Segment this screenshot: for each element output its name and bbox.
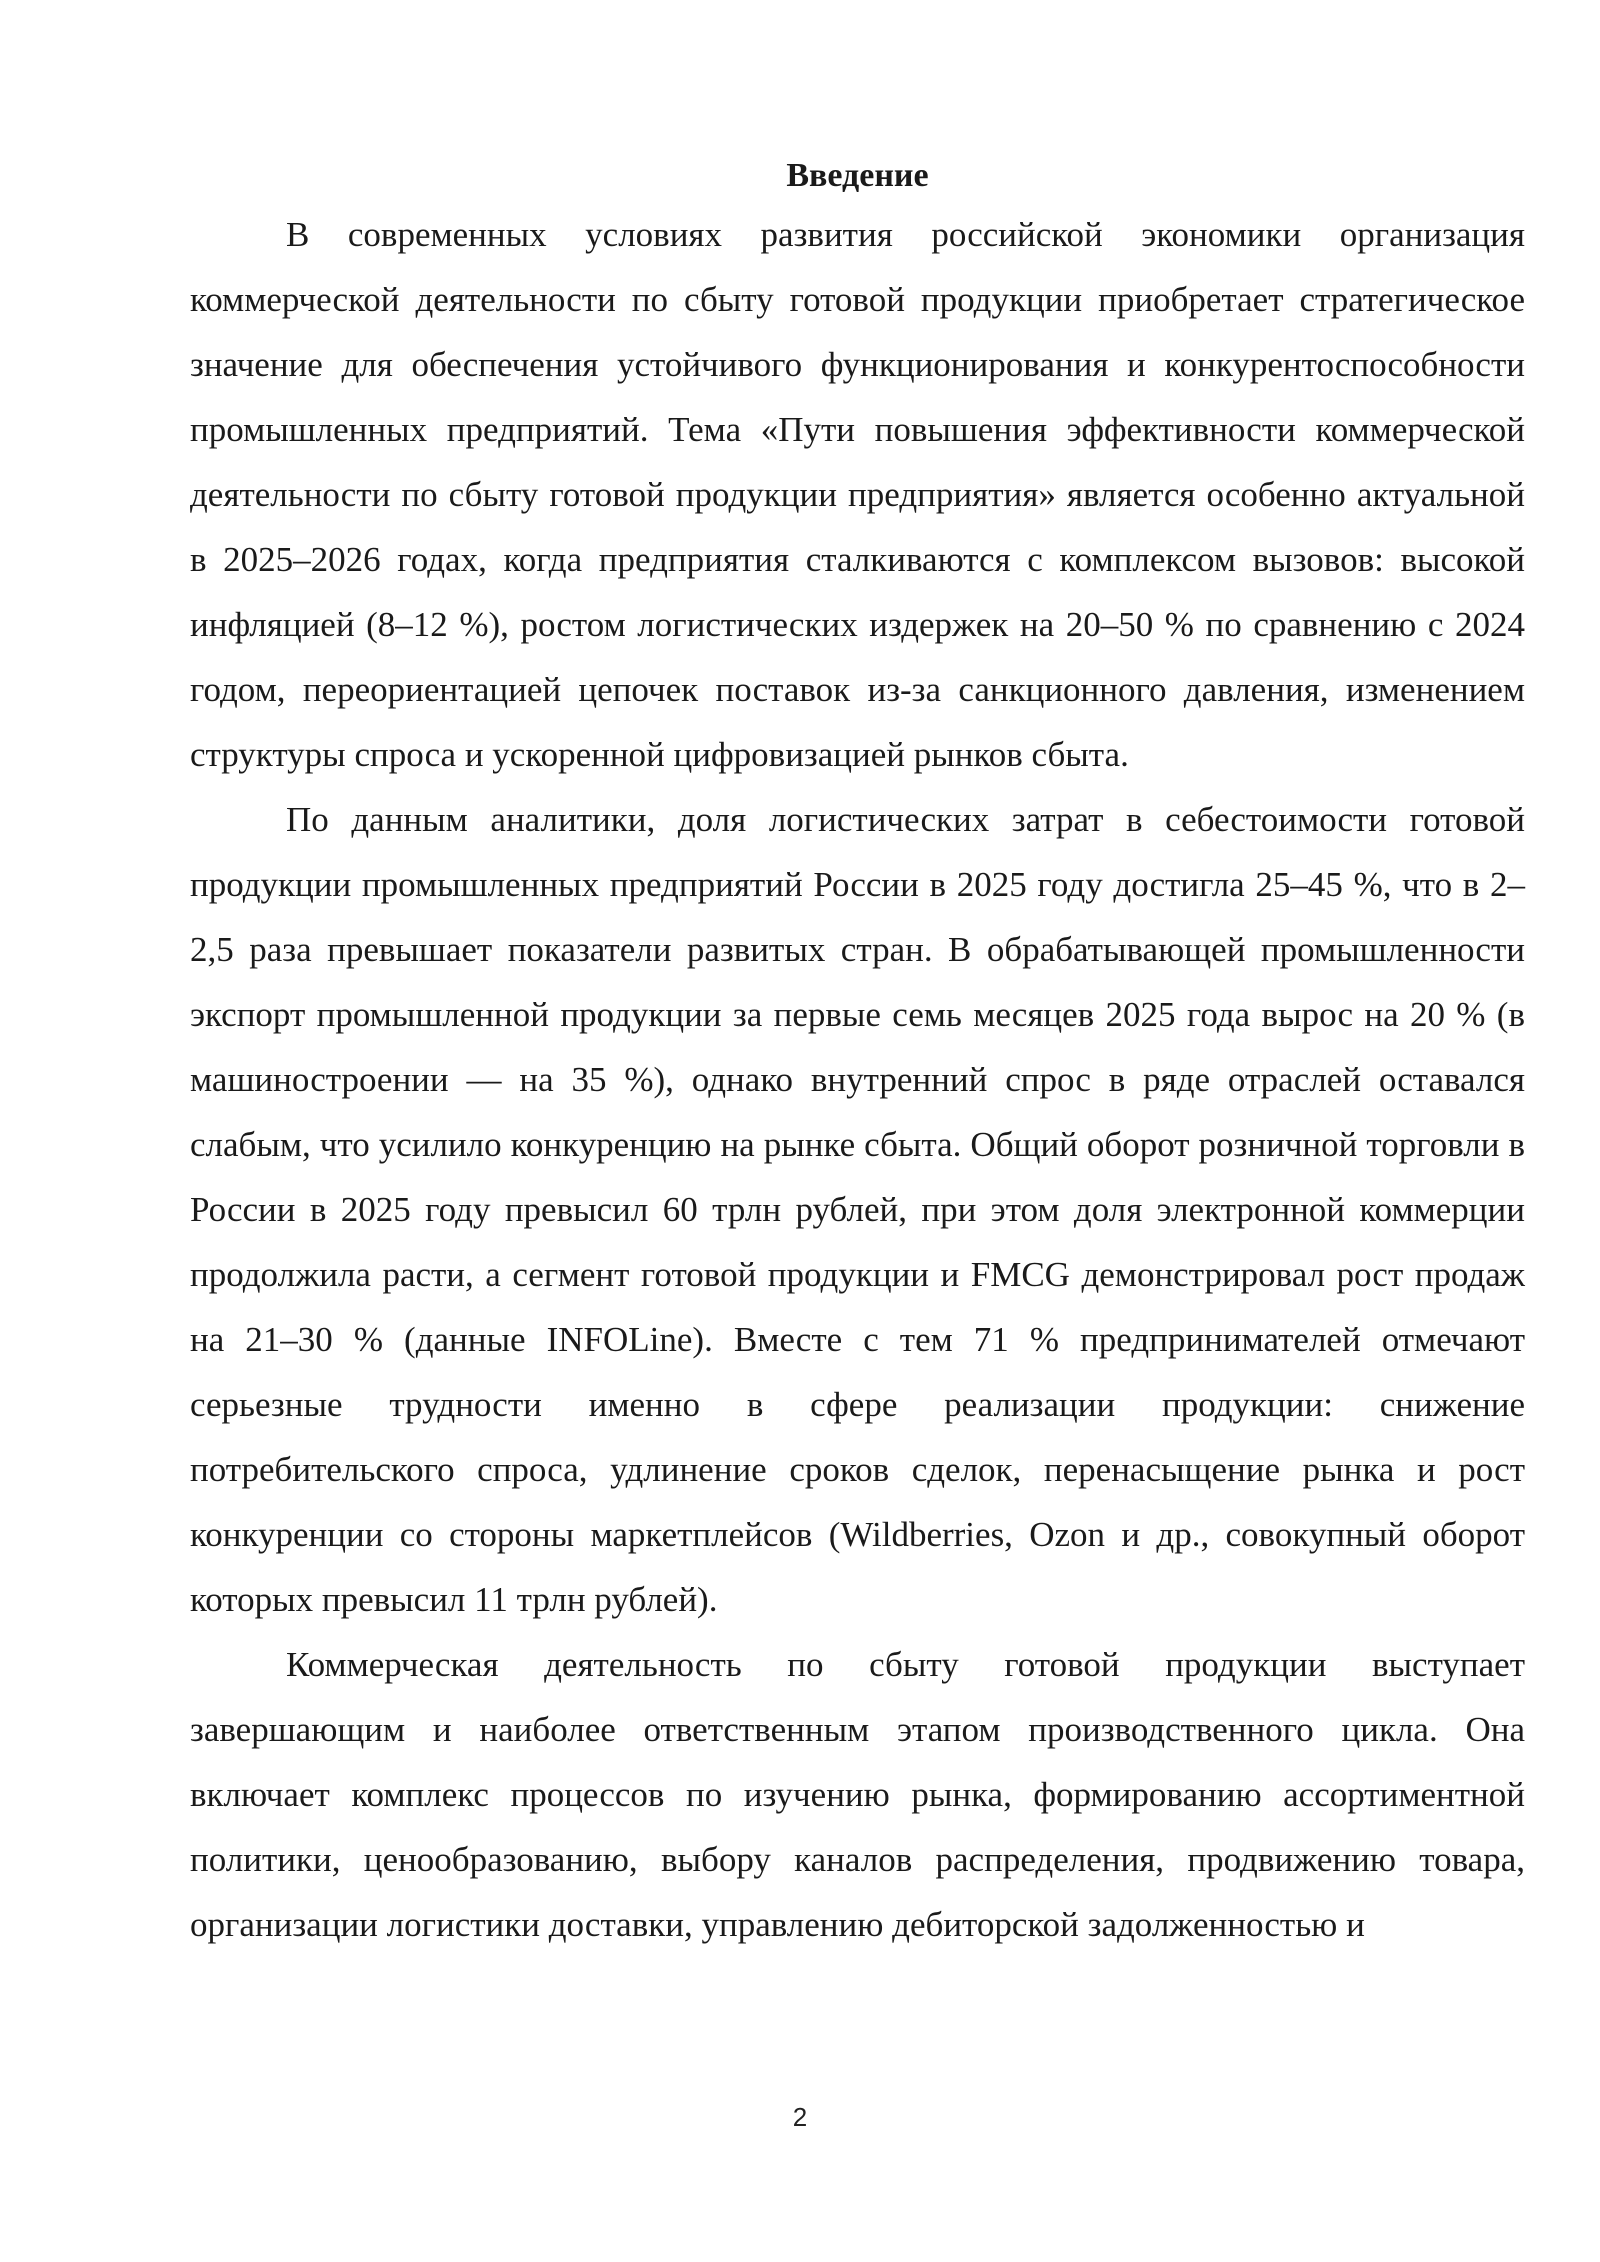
page-content — [190, 150, 1525, 1957]
paragraph-1: В современных условиях развития российской экономики организация коммерческой деятельности по сбыту готовой продукции приобретает стратегическое значение для обеспечения устойчивого функционирования и конкурентоспособности промышленных предприятий. Тема «Пути повышения эффективности коммерческой деятельности по сбыту готовой продукции предприятия» является особенно актуальной в 2025–2026 годах, когда предприятия сталкиваются с комплексом вызовов: высокой инфляцией (8–12 %), ростом логистических издержек на 20–50 % по сравнению с 2024 годом, переориентацией цепочек поставок из-за санкционного давления, изменением структуры спроса и ускоренной цифровизацией рынков сбыта. — [190, 215, 1525, 774]
section-heading: Введение — [786, 157, 929, 194]
paragraph-2: По данным аналитики, доля логистических затрат в себестоимости готовой продукции промышленных предприятий России в 2025 году достигла 25–45 %, что в 2–2,5 раза превышает показатели развитых стран. В обрабатывающей промышленности экспорт промышленной продукции за первые семь месяцев 2025 года вырос на 20 % (в машиностроении — на 35 %), однако внутренний спрос в ряде отраслей оставался слабым, что усилило конкуренцию на рынке сбыта. Общий оборот розничной торговли в России в 2025 году превысил 60 трлн рублей, при этом доля электронной коммерции продолжила расти, а сегмент готовой продукции и FMCG демонстрировал рост продаж на 21–30 % (данные INFOLine). Вместе с тем 71 % предпринимателей отмечают серьезные трудности именно в сфере реализации продукции: снижение потребительского спроса, удлинение сроков сделок, перенасыщение рынка и рост конкуренции со стороны маркетплейсов (Wildberries, Ozon и др., совокупный оборот которых превысил 11 трлн рублей). — [190, 800, 1525, 1619]
page-number: 2 — [792, 2102, 808, 2132]
paragraph-3: Коммерческая деятельность по сбыту готовой продукции выступает завершающим и наиболее ответственным этапом производственного цикла. Она включает комплекс процессов по изучению рынка, формированию ассортиментной политики, ценообразованию, выбору каналов распределения, продвижению товара, организации логистики доставки, управлению дебиторской задолженностью и — [190, 1645, 1525, 1944]
